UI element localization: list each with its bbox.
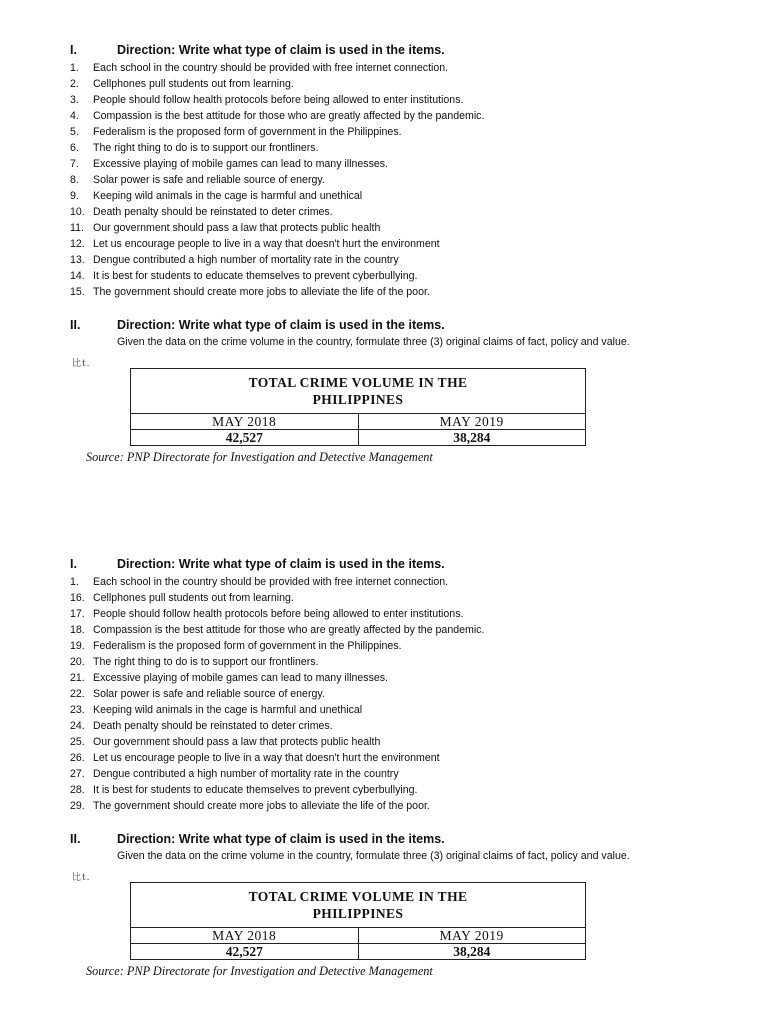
item-text: Let us encourage people to live in a way that doesn't hurt the environment	[93, 752, 440, 764]
item-text: Keeping wild animals in the cage is harmful and unethical	[93, 190, 363, 202]
item-number: 8.	[70, 174, 79, 186]
column-header-may-2019: MAY 2019	[358, 414, 586, 430]
part-2-roman-numeral: II.	[70, 832, 81, 846]
part-1-heading	[0, 557, 768, 573]
part-2-heading	[0, 832, 768, 848]
cropped-text-fragment: ⽐t.	[72, 873, 91, 883]
item-number: 1.	[70, 576, 79, 588]
item-number: 14.	[70, 270, 85, 282]
table-title-line-1: TOTAL CRIME VOLUME IN THE	[248, 375, 468, 390]
item-number: 20.	[70, 656, 85, 668]
item-text: Solar power is safe and reliable source of energy.	[93, 688, 325, 700]
item-text: Cellphones pull students out from learning.	[93, 78, 294, 90]
part-2-roman-numeral: II.	[70, 318, 81, 332]
table-header-row	[131, 928, 586, 944]
item-text: The government should create more jobs to alleviate the life of the poor.	[93, 286, 430, 298]
item-text: The right thing to do is to support our frontliners.	[93, 142, 319, 154]
item-text: The government should create more jobs to alleviate the life of the poor.	[93, 800, 430, 812]
table-row	[131, 944, 586, 960]
item-number: 7.	[70, 158, 79, 170]
part-2-instruction: Given the data on the crime volume in the country, formulate three (3) original claims of fact, policy and value.	[117, 850, 630, 862]
item-text: Our government should pass a law that protects public health	[93, 736, 381, 748]
item-number: 9.	[70, 190, 79, 202]
column-header-may-2019: MAY 2019	[358, 928, 586, 944]
item-number: 22.	[70, 688, 85, 700]
part-2-heading	[0, 318, 768, 334]
crime-volume-table	[130, 368, 586, 446]
part-1-roman-numeral: I.	[70, 557, 77, 571]
cell-value-may-2019: 38,284	[358, 944, 586, 960]
item-number: 17.	[70, 608, 85, 620]
part-2-direction: Direction: Write what type of claim is used in the items.	[117, 318, 445, 332]
crime-volume-table	[130, 882, 586, 960]
item-number: 3.	[70, 94, 79, 106]
part-1-direction: Direction: Write what type of claim is used in the items.	[117, 43, 445, 57]
cell-value-may-2018: 42,527	[131, 430, 359, 446]
item-text: Death penalty should be reinstated to deter crimes.	[93, 720, 333, 732]
item-number: 12.	[70, 238, 85, 250]
cell-value-may-2019: 38,284	[358, 430, 586, 446]
item-number: 13.	[70, 254, 85, 266]
item-number: 15.	[70, 286, 85, 298]
item-text: Let us encourage people to live in a way that doesn't hurt the environment	[93, 238, 440, 250]
part-2-instruction: Given the data on the crime volume in the country, formulate three (3) original claims of fact, policy and value.	[117, 336, 630, 348]
item-text: People should follow health protocols before being allowed to enter institutions.	[93, 94, 464, 106]
table-title-line-2: PHILIPPINES	[312, 392, 404, 407]
item-number: 11.	[70, 222, 84, 234]
cell-value-may-2018: 42,527	[131, 944, 359, 960]
item-text: Solar power is safe and reliable source of energy.	[93, 174, 325, 186]
table-title	[131, 883, 586, 928]
table-title	[131, 369, 586, 414]
cropped-text-fragment: ⽐t.	[72, 359, 91, 369]
item-text: Dengue contributed a high number of mortality rate in the country	[93, 254, 399, 266]
item-number: 29.	[70, 800, 85, 812]
table-title-row	[131, 883, 586, 928]
table-row	[131, 430, 586, 446]
item-number: 23.	[70, 704, 85, 716]
item-number: 16.	[70, 592, 85, 604]
table-title-line-2: PHILIPPINES	[312, 906, 404, 921]
item-text: Each school in the country should be provided with free internet connection.	[93, 576, 449, 588]
item-number: 24.	[70, 720, 85, 732]
part-1-roman-numeral: I.	[70, 43, 77, 57]
table-title-row	[131, 369, 586, 414]
item-text: Dengue contributed a high number of mortality rate in the country	[93, 768, 399, 780]
part-1-direction: Direction: Write what type of claim is used in the items.	[117, 557, 445, 571]
item-text: Federalism is the proposed form of government in the Philippines.	[93, 126, 402, 138]
item-text: Each school in the country should be provided with free internet connection.	[93, 62, 449, 74]
item-number: 6.	[70, 142, 79, 154]
item-number: 2.	[70, 78, 79, 90]
item-number: 10.	[70, 206, 85, 218]
item-number: 21.	[70, 672, 85, 684]
column-header-may-2018: MAY 2018	[131, 928, 359, 944]
table-header-row	[131, 414, 586, 430]
item-number: 25.	[70, 736, 85, 748]
item-text: Compassion is the best attitude for those who are greatly affected by the pandemic.	[93, 110, 485, 122]
item-text: The right thing to do is to support our frontliners.	[93, 656, 319, 668]
item-number: 19.	[70, 640, 85, 652]
item-text: People should follow health protocols before being allowed to enter institutions.	[93, 608, 464, 620]
item-number: 5.	[70, 126, 79, 138]
item-text: Cellphones pull students out from learning.	[93, 592, 294, 604]
item-number: 18.	[70, 624, 85, 636]
item-text: Death penalty should be reinstated to deter crimes.	[93, 206, 333, 218]
item-number: 28.	[70, 784, 85, 796]
item-number: 27.	[70, 768, 85, 780]
item-text: Compassion is the best attitude for those who are greatly affected by the pandemic.	[93, 624, 485, 636]
item-text: It is best for students to educate themselves to prevent cyberbullying.	[93, 270, 418, 282]
item-text: It is best for students to educate themselves to prevent cyberbullying.	[93, 784, 418, 796]
item-text: Excessive playing of mobile games can lead to many illnesses.	[93, 672, 389, 684]
item-text: Our government should pass a law that protects public health	[93, 222, 381, 234]
part-2-direction: Direction: Write what type of claim is used in the items.	[117, 832, 445, 846]
item-text: Federalism is the proposed form of government in the Philippines.	[93, 640, 402, 652]
table-title-line-1: TOTAL CRIME VOLUME IN THE	[248, 889, 468, 904]
table-source-note: Source: PNP Directorate for Investigation and Detective Management	[86, 964, 433, 978]
item-number: 4.	[70, 110, 79, 122]
item-text: Keeping wild animals in the cage is harmful and unethical	[93, 704, 363, 716]
item-number: 26.	[70, 752, 85, 764]
column-header-may-2018: MAY 2018	[131, 414, 359, 430]
item-number: 1.	[70, 62, 79, 74]
part-1-heading	[0, 43, 768, 59]
item-text: Excessive playing of mobile games can lead to many illnesses.	[93, 158, 389, 170]
table-source-note: Source: PNP Directorate for Investigation and Detective Management	[86, 450, 433, 464]
